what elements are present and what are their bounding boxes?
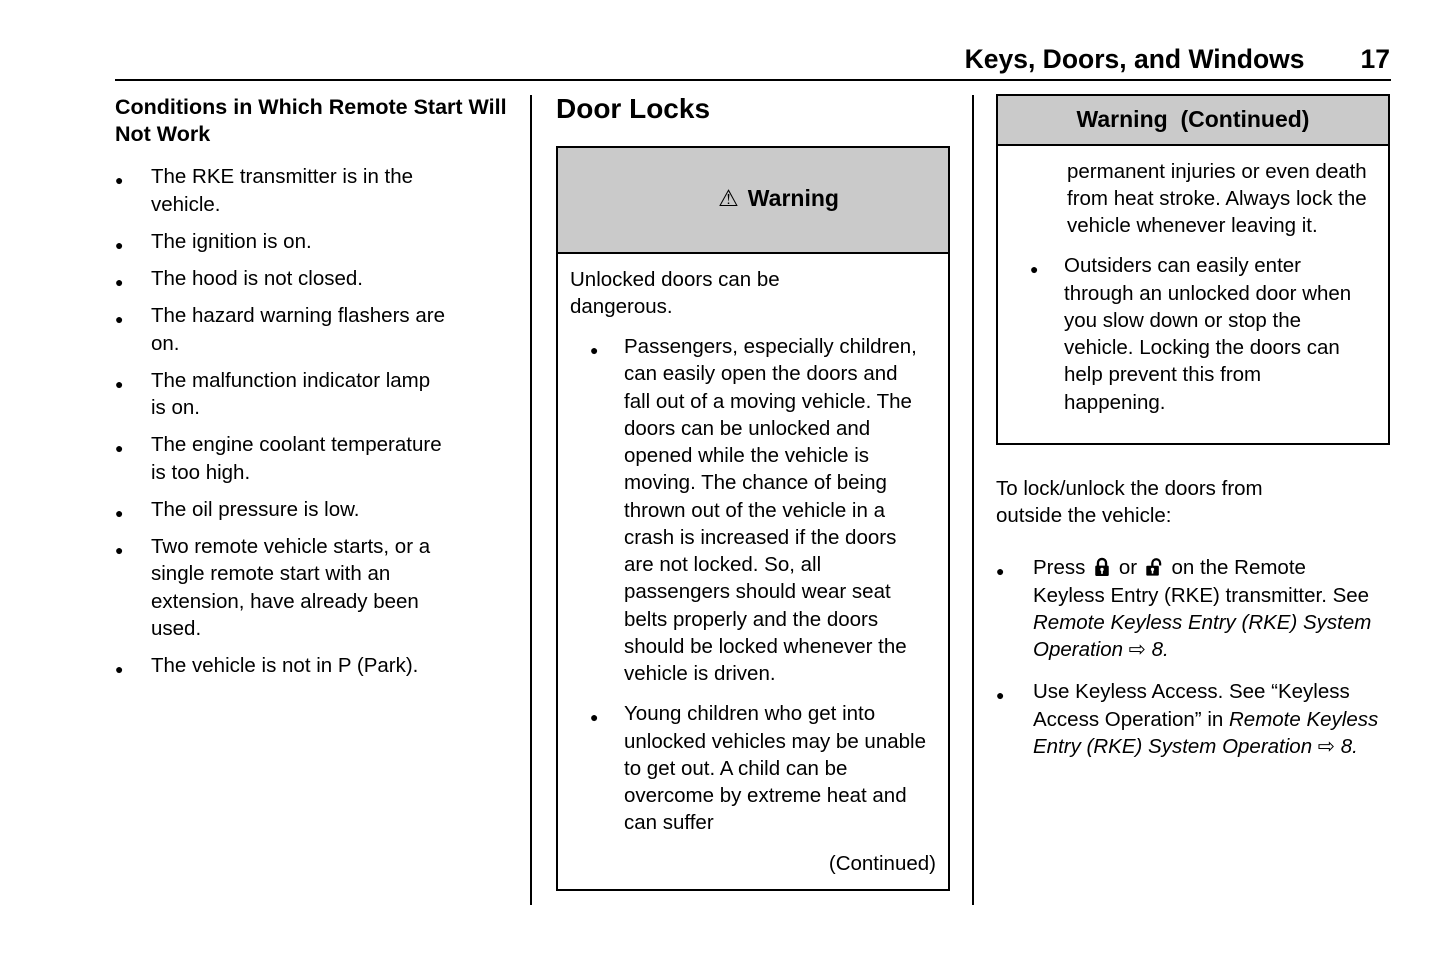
- warning-intro: Unlocked doors can be dangerous.: [570, 267, 780, 318]
- list-item: [115, 367, 511, 422]
- remote-start-conditions-list: [115, 163, 511, 679]
- list-item-text: Outsiders can easily enter through an unlocked door when you slow down or stop the vehicle. Locking the doors can help prevent this from happening.: [1064, 254, 1352, 414]
- warning-box-header: [558, 148, 948, 254]
- cross-reference-page: 8.: [1340, 734, 1358, 758]
- page-ref-arrow-icon: ⇨: [1317, 733, 1336, 758]
- bullet-icon: [115, 652, 151, 679]
- warning-title: Warning: [747, 185, 839, 212]
- bullet-icon: [115, 367, 151, 422]
- list-item-text: The RKE transmitter is in the vehicle.: [151, 165, 414, 216]
- warning-continued-box: [996, 94, 1390, 445]
- middle-column: [556, 94, 950, 891]
- list-item: [115, 163, 511, 218]
- column-divider: [530, 95, 532, 905]
- bullet-icon: [115, 228, 151, 255]
- warning-box: [556, 146, 950, 891]
- bullet-icon: [1030, 252, 1064, 416]
- warning-continued-body: [998, 146, 1388, 443]
- cross-reference-title: Remote Keyless Entry (RKE) System Operation: [1033, 707, 1379, 758]
- continued-note: (Continued): [828, 851, 936, 875]
- cross-reference-title: Remote Keyless Entry (RKE) System Operation: [1033, 610, 1372, 662]
- list-item: [570, 700, 936, 836]
- list-item: [115, 652, 511, 679]
- bullet-icon: [115, 163, 151, 218]
- section-title: Keys, Doors, and Windows: [964, 44, 1305, 74]
- list-item: [115, 228, 511, 255]
- bullet-icon: [115, 265, 151, 292]
- bullet-icon: [996, 554, 1033, 663]
- bullet-icon: [590, 333, 624, 687]
- list-item: [115, 265, 511, 292]
- lock-open-icon: [1145, 557, 1164, 577]
- text-segment: Press: [1033, 556, 1086, 580]
- header-rule: [115, 79, 1391, 81]
- list-item-text: The vehicle is not in P (Park).: [151, 654, 419, 678]
- list-item-text: The malfunction indicator lamp is on.: [151, 368, 431, 420]
- bullet-icon: [590, 700, 624, 836]
- list-item: [996, 678, 1390, 760]
- bullet-icon: [115, 496, 151, 523]
- list-item-text: The oil pressure is low.: [151, 497, 360, 521]
- list-item-text: The hazard warning flashers are on.: [151, 304, 445, 355]
- bullet-icon: [115, 533, 151, 642]
- text-segment: or: [1118, 556, 1138, 580]
- column-divider: [972, 95, 974, 905]
- list-item: [570, 333, 936, 687]
- warning-triangle-icon: ⚠: [718, 186, 739, 213]
- warning-continuation-text: permanent injuries or even death from heat stroke. Always lock the vehicle whenever leaving it.: [1067, 159, 1367, 238]
- list-item: [996, 554, 1390, 663]
- lock-closed-icon: [1093, 557, 1111, 577]
- list-item-text: Passengers, especially children, can easily open the doors and fall out of a moving vehicle. The doors can be unlocked and opened while the vehicle is moving. The chance of being thrown out of the vehicle in a crash is increased if the doors are not locked. So, all passengers should wear seat belts properly and the doors should be locked whenever the vehicle is driven.: [624, 335, 917, 686]
- list-item: [1010, 252, 1376, 416]
- cross-reference-page: 8.: [1151, 638, 1169, 662]
- list-item: [115, 431, 511, 486]
- list-item: [115, 533, 511, 642]
- left-column-heading: Conditions in Which Remote Start Will Not Work: [115, 95, 507, 146]
- bullet-icon: [115, 431, 151, 486]
- list-item-text: [1033, 678, 1380, 760]
- text-segment: on the Remote Keyless Entry (RKE) transmitter. See: [1033, 556, 1370, 607]
- bullet-icon: [996, 678, 1033, 760]
- lock-unlock-intro: To lock/unlock the doors from outside the vehicle:: [996, 476, 1263, 528]
- page-ref-arrow-icon: ⇨: [1128, 637, 1146, 662]
- list-item: [115, 496, 511, 523]
- right-column: [996, 94, 1390, 775]
- list-item-text: The ignition is on.: [151, 229, 312, 253]
- section-heading-door-locks: Door Locks: [556, 93, 711, 124]
- lock-unlock-steps-list: [996, 554, 1390, 760]
- list-item-text: [1033, 554, 1380, 663]
- page-header: [965, 46, 1390, 73]
- list-item-text: The hood is not closed.: [151, 267, 363, 291]
- left-column: [115, 94, 511, 689]
- warning-bullet-list: [1010, 252, 1376, 429]
- list-item-text: Young children who get into unlocked vehicles may be unable to get out. A child can be overcome by extreme heat and can suffer: [624, 702, 926, 835]
- warning-continued-header: Warning (Continued): [998, 96, 1388, 146]
- page-number: 17: [1360, 44, 1390, 74]
- list-item-text: The engine coolant temperature is too high.: [151, 433, 442, 484]
- warning-box-body: [558, 254, 948, 891]
- list-item-text: Two remote vehicle starts, or a single remote start with an extension, have already been used.: [151, 535, 431, 640]
- bullet-icon: [115, 302, 151, 357]
- warning-bullet-list: [570, 333, 936, 850]
- list-item: [115, 302, 511, 357]
- text-segment: Use Keyless Access. See “Keyless Access Operation” in: [1033, 680, 1350, 731]
